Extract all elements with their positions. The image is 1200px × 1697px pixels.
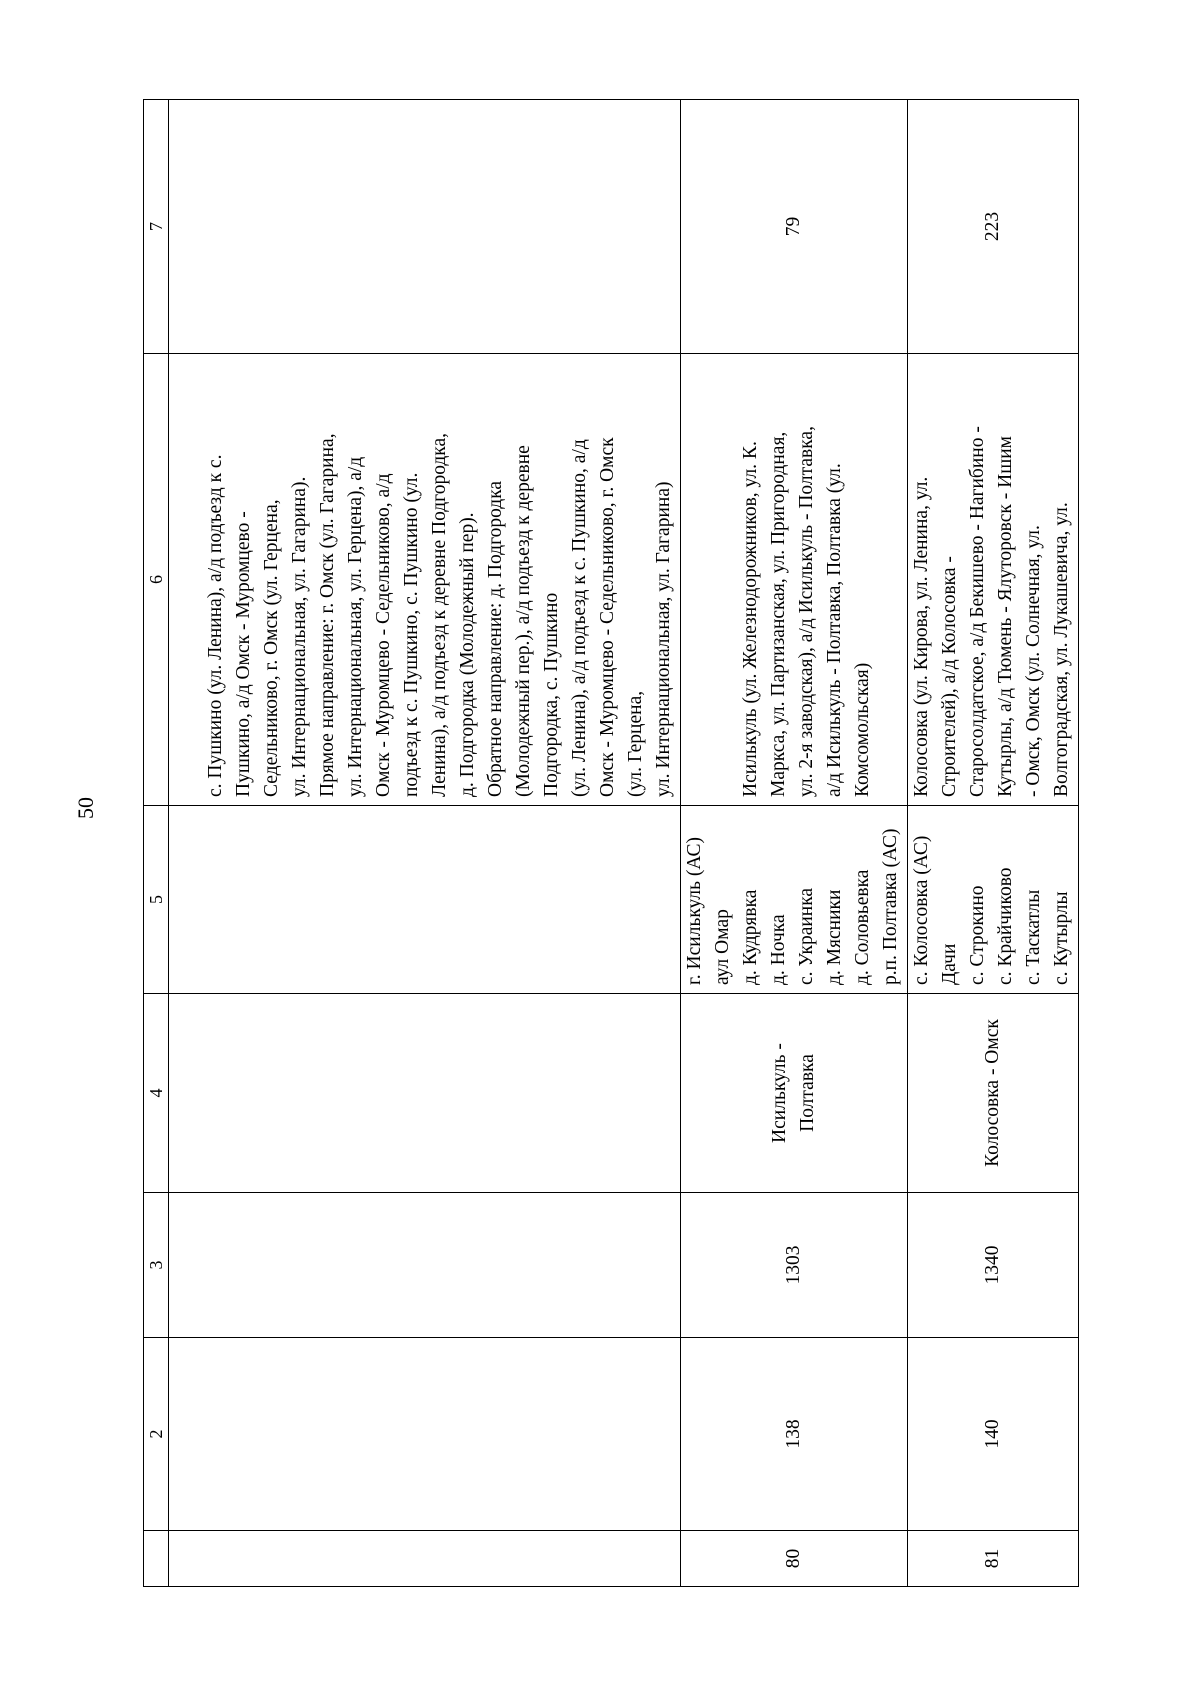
route-streets-line: (Молодежный пер.), а/д подъезд к деревне (513, 445, 534, 797)
route-streets-line: Маркса, ул. Партизанская, ул. Пригородная, (768, 431, 789, 797)
route-streets-line: с. Пушкино (ул. Ленина), а/д подъезд к с. (205, 454, 226, 797)
header-cell-3: 3 (144, 1193, 169, 1338)
route-streets-line: Старосолдатское, а/д Бекишево - Нагибино - (967, 426, 988, 797)
route-streets-line: Прямое направление: г. Омск (ул. Гагарина, (317, 433, 338, 797)
stop-item: д. Ночка (768, 914, 789, 985)
route-name (681, 994, 908, 1193)
route-streets-line: (ул. Ленина), а/д подъезд к с. Пушкино, а/д (569, 439, 590, 797)
header-row (144, 100, 169, 1587)
route-streets-line: ул. Интернациональная, ул. Гагарина). (289, 476, 310, 797)
route-streets-line: Комсомольская) (852, 662, 873, 797)
route-stops (169, 806, 681, 994)
route-streets-line: (ул. Герцена, (625, 690, 646, 797)
stop-item: д. Мясники (824, 889, 845, 985)
table-row (908, 100, 1079, 1587)
route-number: 1340 (908, 1193, 1079, 1338)
route-streets-line: Подгородка, с. Пушкино (541, 592, 562, 797)
route-registry-number (169, 1338, 681, 1531)
route-streets-line: Исилькуль (ул. Железнодорожников, ул. К. (740, 441, 761, 797)
route-streets-line: Омск - Муромцево - Седельниково, г. Омск (597, 437, 618, 797)
stop-item: с. Украинка (796, 887, 817, 985)
route-streets-line: Обратное направление: д. Подгородка (485, 480, 506, 797)
route-name-line: Колосовка - Омск (982, 1019, 1003, 1167)
header-cell-4: 4 (144, 994, 169, 1193)
route-streets-line: Строителей), а/д Колосовка - (939, 556, 960, 797)
route-stops (908, 806, 1079, 994)
route-streets-line: а/д Исилькуль - Полтавка, Полтавка (ул. (824, 463, 845, 797)
route-streets-line: Кутырлы, а/д Тюмень - Ялуторовск - Ишим (995, 435, 1016, 797)
route-registry-number: 138 (681, 1338, 908, 1531)
header-cell-7: 7 (144, 100, 169, 354)
stop-item: с. Кутырлы (1051, 891, 1072, 985)
header-cell-1 (144, 1531, 169, 1587)
header-cell-5: 5 (144, 806, 169, 994)
header-cell-6: 6 (144, 354, 169, 806)
row-number (169, 1531, 681, 1587)
row-number: 81 (908, 1531, 1079, 1587)
stop-item: с. Таскатлы (1023, 889, 1044, 985)
route-length: 223 (908, 100, 1079, 354)
route-stops (681, 806, 908, 994)
route-streets-line: ул. Интернациональная, ул. Герцена), а/д (345, 456, 366, 797)
route-streets-line: ул. 2-я заводская), а/д Исилькуль - Полтавка, (796, 426, 817, 797)
route-name-line: Исилькуль - (769, 1043, 790, 1143)
stop-item: г. Исилькуль (АС) (684, 836, 705, 985)
route-length (169, 100, 681, 354)
route-number: 1303 (681, 1193, 908, 1338)
stop-item: с. Строкино (967, 885, 988, 985)
route-streets-line: д. Подгородка (Молодежный пер). (457, 512, 478, 797)
row-number: 80 (681, 1531, 908, 1587)
route-streets (908, 354, 1079, 806)
route-streets-line: подъезд к с. Пушкино, с. Пушкино (ул. (401, 472, 422, 797)
table-row (681, 100, 908, 1587)
stop-item: Дачи (939, 943, 960, 985)
stop-item: д. Кудрявка (740, 889, 761, 985)
route-name-line: Полтавка (797, 1054, 818, 1132)
route-streets-line: Пушкино, а/д Омск - Муромцево - (233, 511, 254, 797)
stop-item: д. Соловьевка (852, 869, 873, 985)
route-streets-line: Ленина), а/д подъезд к деревне Подгородка, (429, 432, 450, 797)
route-streets-line: Волгоградская, ул. Лукашевича, ул. (1051, 502, 1072, 797)
route-streets (169, 354, 681, 806)
stop-item: р.п. Полтавка (АС) (880, 828, 901, 985)
rotated-table-container (143, 100, 1072, 1587)
route-length: 79 (681, 100, 908, 354)
route-streets-line: Колосовка (ул. Кирова, ул. Ленина, ул. (911, 476, 932, 797)
route-number (169, 1193, 681, 1338)
route-streets-line: - Омск, Омск (ул. Солнечная, ул. (1023, 525, 1044, 797)
route-registry-number: 140 (908, 1338, 1079, 1531)
table-row (169, 100, 681, 1587)
page-number: 50 (73, 797, 98, 819)
route-name (908, 994, 1079, 1193)
stop-item: с. Крайчиково (995, 867, 1016, 985)
stop-item: аул Омар (712, 909, 733, 985)
stop-item: с. Колосовка (АС) (911, 835, 932, 985)
header-cell-2: 2 (144, 1338, 169, 1531)
route-streets (681, 354, 908, 806)
route-name (169, 994, 681, 1193)
route-streets-line: ул. Интернациональная, ул. Гагарина) (653, 481, 674, 797)
routes-table (143, 99, 1079, 1587)
route-streets-line: Седельниково, г. Омск (ул. Герцена, (261, 499, 282, 797)
route-streets-line: Омск - Муромцево - Седельниково, а/д (373, 473, 394, 797)
